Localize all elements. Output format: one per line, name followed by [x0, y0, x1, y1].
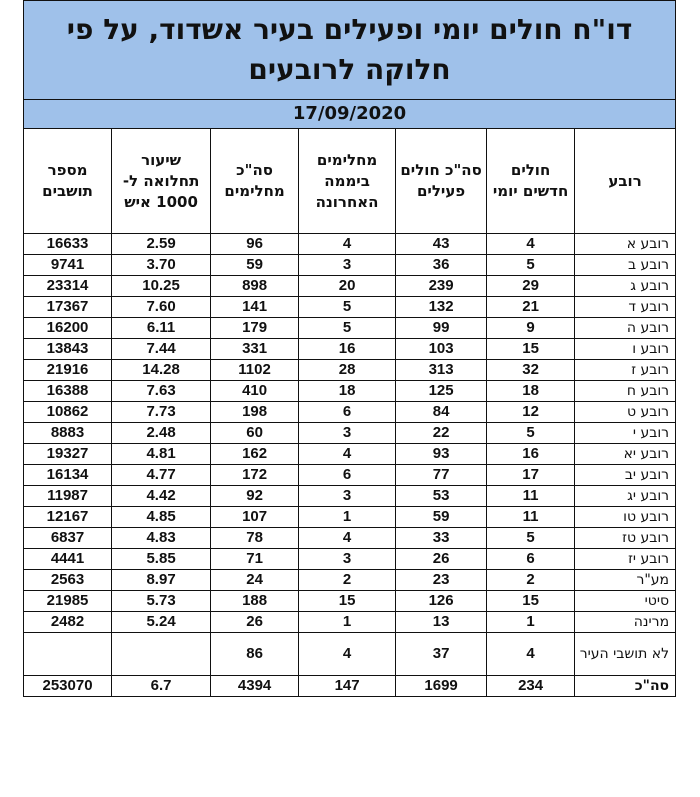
report-title: דו"ח חולים יומי ופעילים בעיר אשדוד, על פי חלוקה לרובעים [24, 1, 676, 100]
cell-new-daily: 32 [487, 360, 575, 381]
cell-new-daily: 5 [487, 255, 575, 276]
header-recovered-24h: מחלימים ביממה האחרונה [299, 129, 396, 234]
cell-morbidity-rate: 7.44 [112, 339, 211, 360]
cell-recovered-total: 331 [211, 339, 299, 360]
cell-district: סה"כ [575, 676, 676, 697]
cell-morbidity-rate: 3.70 [112, 255, 211, 276]
cell-district: סיטי [575, 591, 676, 612]
cell-recovered-24h: 4 [299, 234, 396, 255]
cell-active-total: 36 [396, 255, 487, 276]
cell-morbidity-rate: 5.24 [112, 612, 211, 633]
cell-recovered-total: 59 [211, 255, 299, 276]
cell-residents: 4441 [24, 549, 112, 570]
report-table [23, 0, 676, 697]
cell-residents: 9741 [24, 255, 112, 276]
cell-recovered-total: 71 [211, 549, 299, 570]
cell-new-daily: 234 [487, 676, 575, 697]
cell-morbidity-rate: 4.81 [112, 444, 211, 465]
cell-new-daily: 29 [487, 276, 575, 297]
cell-morbidity-rate: 4.83 [112, 528, 211, 549]
cell-district: רובע י [575, 423, 676, 444]
cell-new-daily: 9 [487, 318, 575, 339]
cell-active-total: 239 [396, 276, 487, 297]
cell-new-daily: 15 [487, 339, 575, 360]
cell-new-daily: 18 [487, 381, 575, 402]
cell-recovered-total: 96 [211, 234, 299, 255]
cell-new-daily: 17 [487, 465, 575, 486]
cell-active-total: 59 [396, 507, 487, 528]
cell-district: רובע ח [575, 381, 676, 402]
cell-recovered-total: 24 [211, 570, 299, 591]
cell-new-daily: 21 [487, 297, 575, 318]
cell-residents: 253070 [24, 676, 112, 697]
table-row [24, 612, 676, 633]
cell-new-daily: 6 [487, 549, 575, 570]
cell-recovered-total: 60 [211, 423, 299, 444]
cell-recovered-total: 188 [211, 591, 299, 612]
cell-new-daily: 16 [487, 444, 575, 465]
cell-morbidity-rate: 2.59 [112, 234, 211, 255]
cell-district: רובע טו [575, 507, 676, 528]
cell-recovered-24h: 3 [299, 549, 396, 570]
cell-residents: 6837 [24, 528, 112, 549]
cell-recovered-24h: 4 [299, 633, 396, 676]
cell-recovered-24h: 18 [299, 381, 396, 402]
cell-residents: 16633 [24, 234, 112, 255]
cell-recovered-24h: 147 [299, 676, 396, 697]
cell-recovered-24h: 4 [299, 528, 396, 549]
table-row [24, 676, 676, 697]
cell-new-daily: 4 [487, 633, 575, 676]
cell-recovered-24h: 15 [299, 591, 396, 612]
table-row [24, 360, 676, 381]
cell-morbidity-rate: 14.28 [112, 360, 211, 381]
cell-new-daily: 5 [487, 423, 575, 444]
cell-morbidity-rate: 7.73 [112, 402, 211, 423]
table-row [24, 339, 676, 360]
cell-morbidity-rate: 6.11 [112, 318, 211, 339]
cell-recovered-total: 4394 [211, 676, 299, 697]
cell-district: רובע ו [575, 339, 676, 360]
cell-recovered-24h: 4 [299, 444, 396, 465]
cell-district: רובע ז [575, 360, 676, 381]
header-recovered-total: סה"כ מחלימים [211, 129, 299, 234]
report-date: 17/09/2020 [24, 100, 676, 129]
header-district: רובע [575, 129, 676, 234]
cell-recovered-total: 141 [211, 297, 299, 318]
cell-recovered-24h: 16 [299, 339, 396, 360]
cell-morbidity-rate: 4.42 [112, 486, 211, 507]
cell-recovered-24h: 3 [299, 423, 396, 444]
cell-residents: 21916 [24, 360, 112, 381]
cell-district: רובע ב [575, 255, 676, 276]
cell-active-total: 99 [396, 318, 487, 339]
table-row [24, 255, 676, 276]
table-row [24, 486, 676, 507]
cell-residents: 19327 [24, 444, 112, 465]
cell-recovered-24h: 6 [299, 465, 396, 486]
header-morbidity-rate: שיעור תחלואה ל- 1000 איש [112, 129, 211, 234]
cell-recovered-total: 179 [211, 318, 299, 339]
cell-morbidity-rate: 2.48 [112, 423, 211, 444]
cell-recovered-24h: 6 [299, 402, 396, 423]
table-row [24, 507, 676, 528]
cell-morbidity-rate [112, 633, 211, 676]
cell-active-total: 125 [396, 381, 487, 402]
report-sheet [23, 0, 675, 789]
cell-recovered-24h: 5 [299, 318, 396, 339]
cell-recovered-24h: 3 [299, 255, 396, 276]
cell-recovered-total: 92 [211, 486, 299, 507]
cell-residents: 23314 [24, 276, 112, 297]
table-row [24, 528, 676, 549]
cell-new-daily: 1 [487, 612, 575, 633]
cell-residents: 10862 [24, 402, 112, 423]
cell-residents: 21985 [24, 591, 112, 612]
table-row [24, 549, 676, 570]
cell-district: רובע יג [575, 486, 676, 507]
cell-district: רובע א [575, 234, 676, 255]
cell-new-daily: 4 [487, 234, 575, 255]
cell-active-total: 43 [396, 234, 487, 255]
cell-residents: 2563 [24, 570, 112, 591]
cell-active-total: 84 [396, 402, 487, 423]
table-row [24, 465, 676, 486]
cell-active-total: 103 [396, 339, 487, 360]
cell-recovered-24h: 28 [299, 360, 396, 381]
cell-new-daily: 11 [487, 486, 575, 507]
cell-morbidity-rate: 7.60 [112, 297, 211, 318]
cell-district: רובע ג [575, 276, 676, 297]
table-row [24, 297, 676, 318]
cell-morbidity-rate: 8.97 [112, 570, 211, 591]
cell-recovered-total: 1102 [211, 360, 299, 381]
header-new-daily: חולים חדשים יומי [487, 129, 575, 234]
table-row [24, 444, 676, 465]
cell-district: רובע יא [575, 444, 676, 465]
cell-morbidity-rate: 7.63 [112, 381, 211, 402]
cell-district: רובע יז [575, 549, 676, 570]
cell-morbidity-rate: 10.25 [112, 276, 211, 297]
cell-recovered-24h: 1 [299, 612, 396, 633]
header-row [24, 129, 676, 234]
cell-district: מרינה [575, 612, 676, 633]
cell-active-total: 22 [396, 423, 487, 444]
cell-morbidity-rate: 4.85 [112, 507, 211, 528]
header-residents: מספר תושבים [24, 129, 112, 234]
cell-active-total: 1699 [396, 676, 487, 697]
cell-recovered-24h: 3 [299, 486, 396, 507]
cell-recovered-total: 198 [211, 402, 299, 423]
cell-residents: 17367 [24, 297, 112, 318]
cell-active-total: 313 [396, 360, 487, 381]
cell-recovered-total: 86 [211, 633, 299, 676]
cell-morbidity-rate: 6.7 [112, 676, 211, 697]
cell-active-total: 13 [396, 612, 487, 633]
cell-recovered-24h: 5 [299, 297, 396, 318]
cell-residents [24, 633, 112, 676]
cell-recovered-24h: 1 [299, 507, 396, 528]
cell-active-total: 33 [396, 528, 487, 549]
cell-active-total: 26 [396, 549, 487, 570]
cell-recovered-24h: 20 [299, 276, 396, 297]
cell-recovered-total: 898 [211, 276, 299, 297]
cell-district: רובע טז [575, 528, 676, 549]
cell-residents: 11987 [24, 486, 112, 507]
cell-residents: 2482 [24, 612, 112, 633]
cell-residents: 16388 [24, 381, 112, 402]
header-active-total: סה"כ חולים פעילים [396, 129, 487, 234]
cell-district: לא תושבי העיר [575, 633, 676, 676]
cell-new-daily: 2 [487, 570, 575, 591]
cell-recovered-total: 410 [211, 381, 299, 402]
table-row [24, 276, 676, 297]
cell-residents: 16200 [24, 318, 112, 339]
cell-morbidity-rate: 5.85 [112, 549, 211, 570]
cell-district: רובע ד [575, 297, 676, 318]
cell-residents: 12167 [24, 507, 112, 528]
cell-recovered-total: 26 [211, 612, 299, 633]
table-row [24, 318, 676, 339]
cell-recovered-total: 172 [211, 465, 299, 486]
cell-recovered-24h: 2 [299, 570, 396, 591]
cell-recovered-total: 107 [211, 507, 299, 528]
cell-new-daily: 15 [487, 591, 575, 612]
cell-morbidity-rate: 4.77 [112, 465, 211, 486]
cell-residents: 8883 [24, 423, 112, 444]
table-row [24, 423, 676, 444]
cell-active-total: 37 [396, 633, 487, 676]
cell-new-daily: 5 [487, 528, 575, 549]
table-row [24, 381, 676, 402]
cell-district: רובע ט [575, 402, 676, 423]
cell-recovered-total: 78 [211, 528, 299, 549]
cell-residents: 13843 [24, 339, 112, 360]
cell-district: רובע יב [575, 465, 676, 486]
cell-morbidity-rate: 5.73 [112, 591, 211, 612]
cell-new-daily: 12 [487, 402, 575, 423]
cell-new-daily: 11 [487, 507, 575, 528]
cell-active-total: 53 [396, 486, 487, 507]
cell-active-total: 77 [396, 465, 487, 486]
cell-district: מע"ר [575, 570, 676, 591]
cell-recovered-total: 162 [211, 444, 299, 465]
table-row [24, 570, 676, 591]
table-row [24, 402, 676, 423]
table-row [24, 234, 676, 255]
table-row [24, 633, 676, 676]
table-row [24, 591, 676, 612]
cell-active-total: 93 [396, 444, 487, 465]
cell-active-total: 23 [396, 570, 487, 591]
cell-district: רובע ה [575, 318, 676, 339]
cell-residents: 16134 [24, 465, 112, 486]
cell-active-total: 132 [396, 297, 487, 318]
cell-active-total: 126 [396, 591, 487, 612]
